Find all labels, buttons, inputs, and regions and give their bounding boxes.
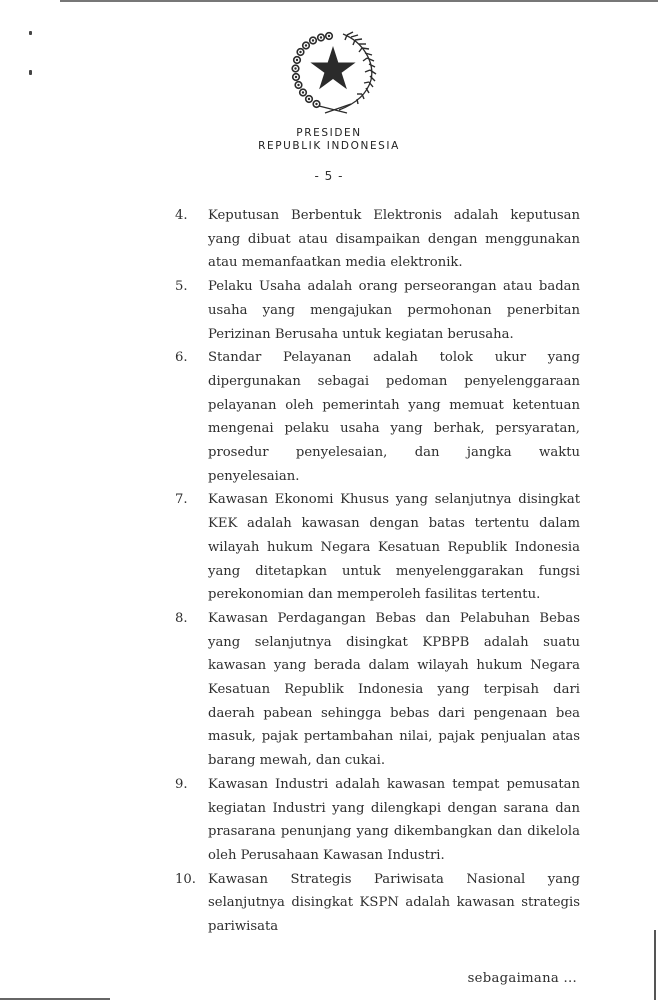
item-text: Pelaku Usaha adalah orang perseorangan atau badan usaha yang mengajukan permohonan penerbitan Perizinan Berusaha untuk kegiatan berusaha. [208,279,580,342]
list-item [175,773,580,868]
page-body [175,204,580,991]
header-republic: REPUBLIK INDONESIA [258,140,400,152]
item-text: Standar Pelayanan adalah tolok ukur yang dipergunakan sebagai pedoman penyelenggaraan pelayanan oleh pemerintah yang memuat ketentuan mengenai pelaku usaha yang berhak, persyaratan, prosedur penyelesaian, dan jangka waktu penyelesaian. [208,350,580,484]
item-number: 9. [175,776,188,792]
letterhead [0,127,658,184]
presidential-emblem-icon [289,30,377,114]
list-item [175,607,580,773]
star-icon [310,46,355,89]
item-text: Kawasan Perdagangan Bebas dan Pelabuhan Bebas yang selanjutnya disingkat KPBPB adalah suatu kawasan yang berada dalam wilayah hukum Negara Kesatuan Republik Indonesia yang terpisah dari daerah pabean sehingga bebas dari pengenaan bea masuk, pajak pertambahan nilai, pajak penjualan atas barang mewah, dan cukai. [208,610,580,769]
item-text: Keputusan Berbentuk Elektronis adalah keputusan yang dibuat atau disampaikan dengan menggunakan atau memanfaatkan media elektronik. [208,208,580,271]
scan-top-edge [60,0,658,2]
continuation-catchword: sebagaimana ... [467,970,577,986]
item-number: 10. [175,871,196,887]
list-item [175,868,580,939]
scan-speck [29,70,32,75]
scan-right-edge [654,930,656,1000]
item-text: Kawasan Industri adalah kawasan tempat pemusatan kegiatan Industri yang dilengkapi dengan sarana dan prasarana penunjang yang dikembangkan dan dikelola oleh Perusahaan Kawasan Industri. [208,776,580,863]
list-item [175,346,580,488]
item-number: 5. [175,279,188,295]
list-item [175,275,580,346]
item-text: Kawasan Strategis Pariwisata Nasional yang selanjutnya disingkat KSPN adalah kawasan strategis pariwisata [208,871,580,935]
scan-speck [29,31,32,35]
list-item [175,204,580,275]
definition-list [175,204,580,939]
item-number: 6. [175,350,188,366]
list-item [175,488,580,607]
item-number: 7. [175,492,188,508]
header-president: PRESIDEN [296,127,362,139]
item-number: 4. [175,208,188,223]
item-number: 8. [175,610,188,626]
page-number: - 5 - [314,169,344,183]
item-text: Kawasan Ekonomi Khusus yang selanjutnya disingkat KEK adalah kawasan dengan batas tertentu dalam wilayah hukum Negara Kesatuan Republik Indonesia yang ditetapkan untuk menyelenggarakan fungsi perekonomian dan memperoleh fasilitas tertentu. [208,492,580,603]
